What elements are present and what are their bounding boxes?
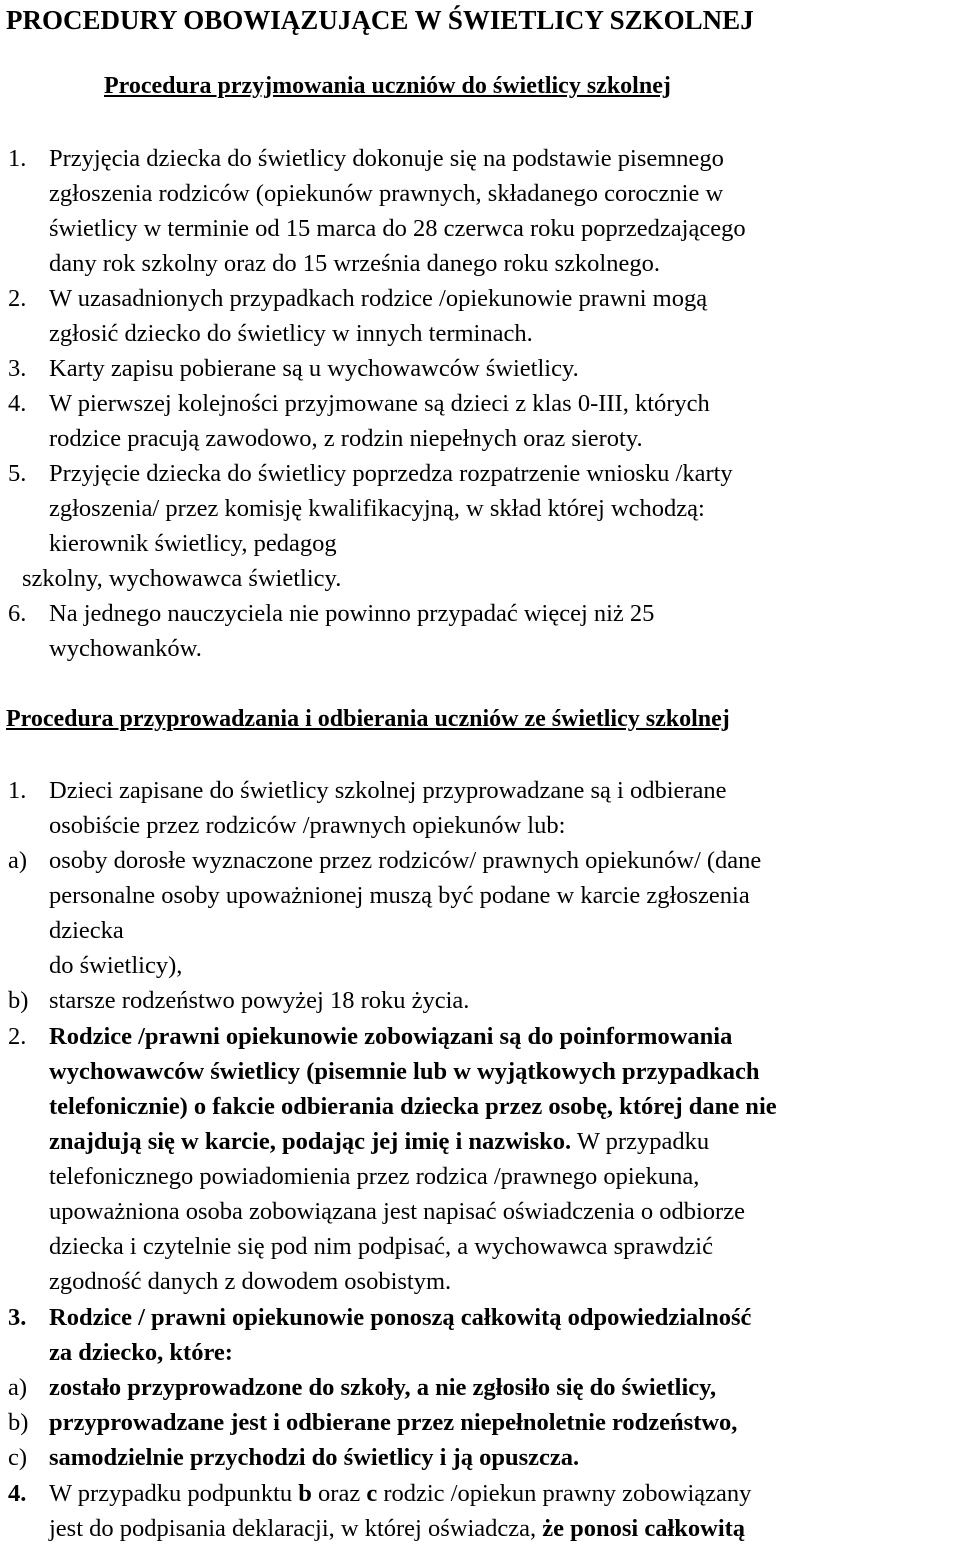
item-text-bold: Rodzice /prawni opiekunowie zobowiązani są do poinformowania: [49, 1023, 733, 1050]
item-text: znajdują się w karcie, podając jej imię i nazwisko. W przypadku: [49, 1128, 710, 1155]
item-text: dziecka: [49, 917, 124, 944]
item-text: dziecka i czytelnie się pod nim podpisać, a wychowawca sprawdzić: [49, 1233, 713, 1260]
item-text-bold: za dziecko, które:: [49, 1339, 233, 1366]
item-text: zgłoszenia rodziców (opiekunów prawnych, składanego corocznie w: [49, 180, 724, 207]
item-text: jest do podpisania deklaracji, w której oświadcza, że ponosi całkowitą: [49, 1515, 746, 1542]
item-letter: b): [8, 1409, 29, 1436]
item-text-bold: zostało przyprowadzone do szkoły, a nie zgłosiło się do świetlicy,: [49, 1374, 717, 1401]
item-text: rodzice pracują zawodowo, z rodzin niepełnych oraz sieroty.: [49, 425, 643, 452]
item-number: 4.: [8, 390, 27, 417]
item-letter: c): [8, 1444, 28, 1471]
item-text: dany rok szkolny oraz do 15 września danego roku szkolnego.: [49, 250, 660, 277]
section-heading-admission: Procedura przyjmowania uczniów do świetlicy szkolnej: [104, 73, 671, 99]
item-letter: a): [8, 847, 28, 874]
item-text: telefonicznego powiadomienia przez rodzica /prawnego opiekuna,: [49, 1163, 700, 1190]
section-heading-pickup: Procedura przyprowadzania i odbierania uczniów ze świetlicy szkolnej: [6, 706, 730, 732]
item-text: osoby dorosłe wyznaczone przez rodziców/ prawnych opiekunów/ (dane: [49, 847, 762, 874]
item-text: wychowanków.: [49, 635, 202, 662]
item-text-bold: przyprowadzane jest i odbierane przez niepełnoletnie rodzeństwo,: [49, 1409, 738, 1436]
page-title: PROCEDURY OBOWIĄZUJĄCE W ŚWIETLICY SZKOLNEJ: [6, 5, 754, 35]
item-number: 3.: [8, 355, 27, 382]
item-text: do świetlicy),: [49, 952, 183, 979]
item-text: Dzieci zapisane do świetlicy szkolnej przyprowadzane są i odbierane: [49, 777, 727, 804]
item-text: W przypadku podpunktu b oraz c rodzic /opiekun prawny zobowiązany: [49, 1480, 752, 1507]
item-number: 6.: [8, 600, 27, 627]
item-text: szkolny, wychowawca świetlicy.: [22, 565, 342, 592]
item-text: Na jednego nauczyciela nie powinno przypadać więcej niż 25: [49, 600, 655, 627]
item-text: zgłosić dziecko do świetlicy w innych terminach.: [49, 320, 533, 347]
item-text: Przyjęcia dziecka do świetlicy dokonuje się na podstawie pisemnego: [49, 145, 724, 172]
item-number: 1.: [8, 145, 27, 172]
item-number: 4.: [8, 1480, 27, 1507]
item-text: upoważniona osoba zobowiązana jest napisać oświadczenia o odbiorze: [49, 1198, 745, 1225]
item-text-bold: telefonicznie) o fakcie odbierania dziecka przez osobę, której dane nie: [49, 1093, 777, 1120]
item-number: 2.: [8, 1023, 27, 1050]
item-text-bold: Rodzice / prawni opiekunowie ponoszą całkowitą odpowiedzialność: [49, 1304, 752, 1331]
item-text: osobiście przez rodziców /prawnych opiekunów lub:: [49, 812, 566, 839]
item-letter: b): [8, 987, 29, 1014]
item-text: starsze rodzeństwo powyżej 18 roku życia.: [49, 987, 470, 1014]
item-letter: a): [8, 1374, 28, 1401]
item-text: Karty zapisu pobierane są u wychowawców świetlicy.: [49, 355, 579, 382]
item-text: zgodność danych z dowodem osobistym.: [49, 1268, 452, 1295]
item-number: 3.: [8, 1304, 27, 1331]
item-text-bold: wychowawców świetlicy (pisemnie lub w wyjątkowych przypadkach: [49, 1058, 760, 1085]
item-number: 1.: [8, 777, 27, 804]
item-text: personalne osoby upoważnionej muszą być podane w karcie zgłoszenia: [49, 882, 750, 909]
item-text: świetlicy w terminie od 15 marca do 28 czerwca roku poprzedzającego: [49, 215, 746, 242]
item-text: Przyjęcie dziecka do świetlicy poprzedza rozpatrzenie wniosku /karty: [49, 460, 733, 487]
item-text-bold: samodzielnie przychodzi do świetlicy i ją opuszcza.: [49, 1444, 580, 1471]
item-text: zgłoszenia/ przez komisję kwalifikacyjną, w skład której wchodzą:: [49, 495, 705, 522]
item-number: 2.: [8, 285, 27, 312]
item-text: W pierwszej kolejności przyjmowane są dzieci z klas 0-III, których: [49, 390, 710, 417]
item-text: W uzasadnionych przypadkach rodzice /opiekunowie prawni mogą: [49, 285, 708, 312]
item-text: kierownik świetlicy, pedagog: [49, 530, 337, 557]
item-number: 5.: [8, 460, 27, 487]
